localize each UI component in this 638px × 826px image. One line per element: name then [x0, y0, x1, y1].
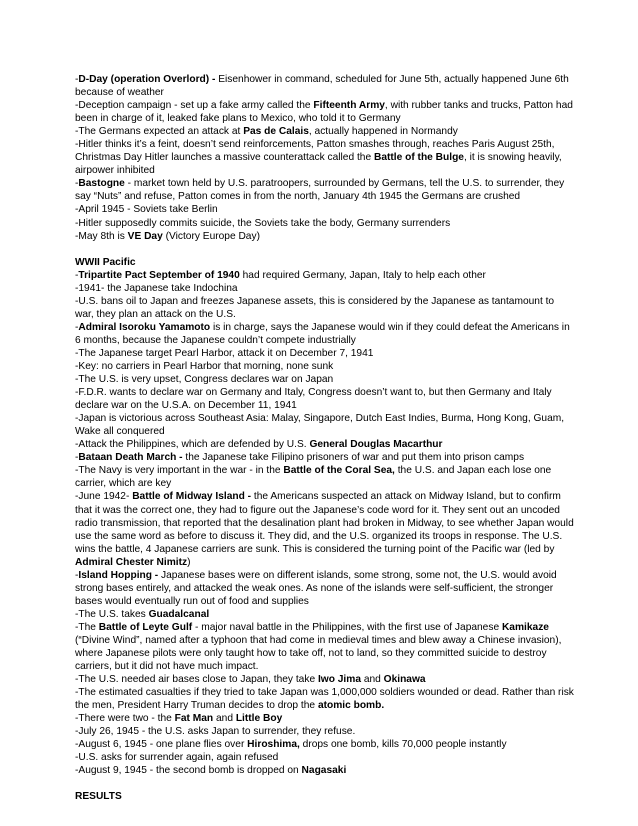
bold-term: Bataan Death March - [78, 452, 183, 464]
text-run: and [213, 713, 236, 725]
text-run: -F.D.R. wants to declare war on Germany and Italy, Congress doesn’t want to, but then Germany and Italy declare war on the U.S.A. on December 11, 1941 [75, 387, 552, 412]
text-run: the Japanese take Filipino prisoners of war and put them into prison camps [182, 452, 525, 464]
text-run: - [75, 569, 79, 581]
text-run: -The U.S. takes [75, 608, 149, 620]
text-run: -August 6, 1945 - one plane flies over [75, 739, 248, 751]
text-run: -August 9, 1945 - the second bomb is dropped on [75, 765, 302, 777]
bullet-paragraph [75, 490, 575, 568]
bullet-paragraph [75, 438, 575, 451]
text-run: - [75, 178, 79, 190]
text-run: - [75, 321, 79, 333]
text-run: the Americans suspected an attack on Midway Island, but to confirm that it was the correct one, they had to figure out the Japanese’s code word for it. They sent out an uncoded radio transmission, that reported that the desalination plant had broken in Midway, to see whether Japan would use the same word as before to discuss it. They did, and the U.S. organized its troops in response. The U.S. wins the battle, 4 Japanese carriers are sunk. This is considered the turning point of the Pacific war (led by [75, 491, 574, 555]
bold-term: Iwo Jima [317, 674, 361, 686]
europe-section [75, 73, 575, 243]
text-run: -Hitler supposedly commits suicide, the Soviets take the body, Germany surrenders [75, 217, 451, 229]
bold-term: Fat Man [174, 713, 214, 725]
bullet-paragraph [75, 751, 575, 764]
text-run: Japanese bases were on different islands, some strong, some not, the U.S. would avoid strong bases entirely, and attacked the weak ones. As none of the islands were self-sufficient, the stronger bases would eventually run out of food and supplies [75, 569, 557, 607]
results-heading: RESULTS [75, 791, 122, 803]
bold-term: Nagasaki [301, 765, 347, 777]
text-run: ) [187, 556, 191, 568]
bullet-paragraph [75, 608, 575, 621]
text-run: (Victory Europe Day) [162, 230, 260, 242]
document-page [75, 73, 575, 804]
bold-term: Battle of the Bulge [373, 152, 464, 164]
text-run: - [75, 269, 79, 281]
bold-term: Battle of Leyte Gulf [98, 621, 193, 633]
text-run: - [75, 74, 79, 85]
text-run: , actually happened in Normandy [308, 126, 458, 138]
bold-term: Battle of the Coral Sea, [283, 465, 395, 477]
text-run: -U.S. asks for surrender again, again refused [75, 752, 279, 764]
bullet-paragraph [75, 673, 575, 686]
text-run: -The [75, 621, 99, 633]
bullet-paragraph [75, 230, 575, 243]
text-run: -April 1945 - Soviets take Berlin [75, 204, 218, 216]
bullet-paragraph [75, 138, 575, 177]
text-run: -Attack the Philippines, which are defended by U.S. [75, 439, 310, 451]
text-run: and [360, 674, 384, 686]
bullet-paragraph [75, 373, 575, 386]
bold-term: Little Boy [235, 713, 283, 725]
text-run: -Japan is victorious across Southeast Asia: Malay, Singapore, Dutch East Indies, Burma, Hong Kong, Guam, Wake all conquered [75, 413, 565, 438]
bullet-paragraph [75, 73, 575, 99]
bullet-paragraph [75, 321, 575, 347]
text-run: had required Germany, Japan, Italy to help each other [239, 269, 486, 281]
bullet-paragraph [75, 125, 575, 138]
bold-term: Hiroshima, [247, 739, 300, 751]
bold-term: Guadalcanal [148, 608, 210, 620]
bullet-paragraph [75, 347, 575, 360]
bullet-paragraph [75, 386, 575, 412]
text-run: -Key: no carriers in Pearl Harbor that morning, none sunk [75, 360, 334, 372]
bullet-paragraph [75, 764, 575, 777]
bullet-paragraph [75, 464, 575, 490]
text-run: the U.S. and Japan each lose one carrier, which are key [75, 465, 552, 490]
bold-term: VE Day [127, 230, 163, 242]
text-run: - market town held by U.S. paratroopers, surrounded by Germans, tell the U.S. to surrender, they say “Nuts” and refuse, Patton comes in from the north, January 4th 1945 the Germans are crushed [75, 178, 565, 203]
bold-term: Admiral Chester Nimitz [75, 556, 188, 568]
text-run: -June 1942- [75, 491, 133, 503]
text-run: (“Divine Wind”, named after a typhoon that had come in medieval times and blew away a Chinese invasion), where Japanese pilots were only taught how to take off, not to land, so they committed suicide to destroy carriers, but it did not have much impact. [75, 634, 562, 673]
bullet-paragraph [75, 269, 575, 282]
text-run: -Deception campaign - set up a fake army called the [75, 100, 314, 112]
text-run: -The U.S. is very upset, Congress declares war on Japan [75, 374, 334, 386]
bullet-paragraph [75, 738, 575, 751]
text-run: - major naval battle in the Philippines, with the first use of Japanese [192, 621, 502, 633]
text-run: -U.S. bans oil to Japan and freezes Japanese assets, this is considered by the Japanese as tantamount to war, they plan an attack on the U.S. [75, 295, 555, 320]
bold-term: Battle of Midway Island - [132, 491, 252, 503]
text-run: -The Germans expected an attack at [75, 126, 244, 138]
bullet-paragraph [75, 621, 575, 673]
bullet-paragraph [75, 295, 575, 321]
bold-term: Okinawa [383, 674, 426, 686]
bullet-paragraph [75, 451, 575, 464]
bold-term: Bastogne [78, 178, 125, 190]
text-run: -There were two - the [75, 713, 175, 725]
text-run: -The U.S. needed air bases close to Japan, they take [75, 674, 318, 686]
text-run: -Hitler thinks it’s a feint, doesn’t send reinforcements, Patton smashes through, reaches Paris August 25th, Christmas Day Hitler launches a massive counterattack called the [75, 139, 555, 164]
bullet-paragraph [75, 99, 575, 125]
text-run: -The Navy is very important in the war - in the [75, 465, 284, 477]
text-run: , it is snowing heavily, airpower inhibited [75, 152, 562, 177]
bullet-paragraph [75, 203, 575, 216]
text-run: , with rubber tanks and trucks, Patton had been in charge of it, leaked fake plans to Mexico, who told it to Germany [75, 100, 573, 125]
bullet-paragraph [75, 282, 575, 295]
text-run: drops one bomb, kills 70,000 people instantly [299, 739, 507, 751]
bold-term: Admiral Isoroku Yamamoto [78, 321, 211, 333]
text-run: -The estimated casualties if they tried to take Japan was 1,000,000 soldiers wounded or dead. Rather than risk the men, President Harry Truman decides to drop the [75, 687, 574, 712]
bold-term: Fifteenth Army [313, 100, 385, 112]
bold-term: D-Day (operation Overlord) - [78, 74, 216, 85]
bullet-paragraph [75, 412, 575, 438]
bold-term: Kamikaze [501, 621, 549, 633]
pacific-section [75, 269, 575, 778]
text-run: -July 26, 1945 - the U.S. asks Japan to surrender, they refuse. [75, 726, 356, 738]
bold-term: Tripartite Pact September of 1940 [78, 269, 240, 281]
text-run: -The Japanese target Pearl Harbor, attack it on December 7, 1941 [75, 347, 374, 359]
bullet-paragraph [75, 217, 575, 230]
section-gap [75, 243, 575, 256]
bold-term: Island Hopping - [78, 569, 159, 581]
text-run: Eisenhower in command, scheduled for June 5th, actually happened June 6th because of weather [75, 74, 569, 99]
text-run: - [75, 452, 79, 464]
section-gap [75, 777, 575, 790]
pacific-heading: WWII Pacific [75, 256, 136, 268]
bullet-paragraph [75, 725, 575, 738]
text-run: is in charge, says the Japanese would win if they could defeat the Americans in 6 months, because the Japanese couldn’t compete industrially [75, 321, 570, 346]
bullet-paragraph [75, 686, 575, 712]
bold-term: atomic bomb. [317, 700, 385, 712]
bullet-paragraph [75, 360, 575, 373]
bullet-paragraph [75, 712, 575, 725]
bullet-paragraph [75, 569, 575, 608]
text-run: -1941- the Japanese take Indochina [75, 282, 238, 294]
bullet-paragraph [75, 177, 575, 203]
bold-term: Pas de Calais [243, 126, 309, 138]
bold-term: General Douglas Macarthur [309, 439, 443, 451]
text-run: -May 8th is [75, 230, 128, 242]
